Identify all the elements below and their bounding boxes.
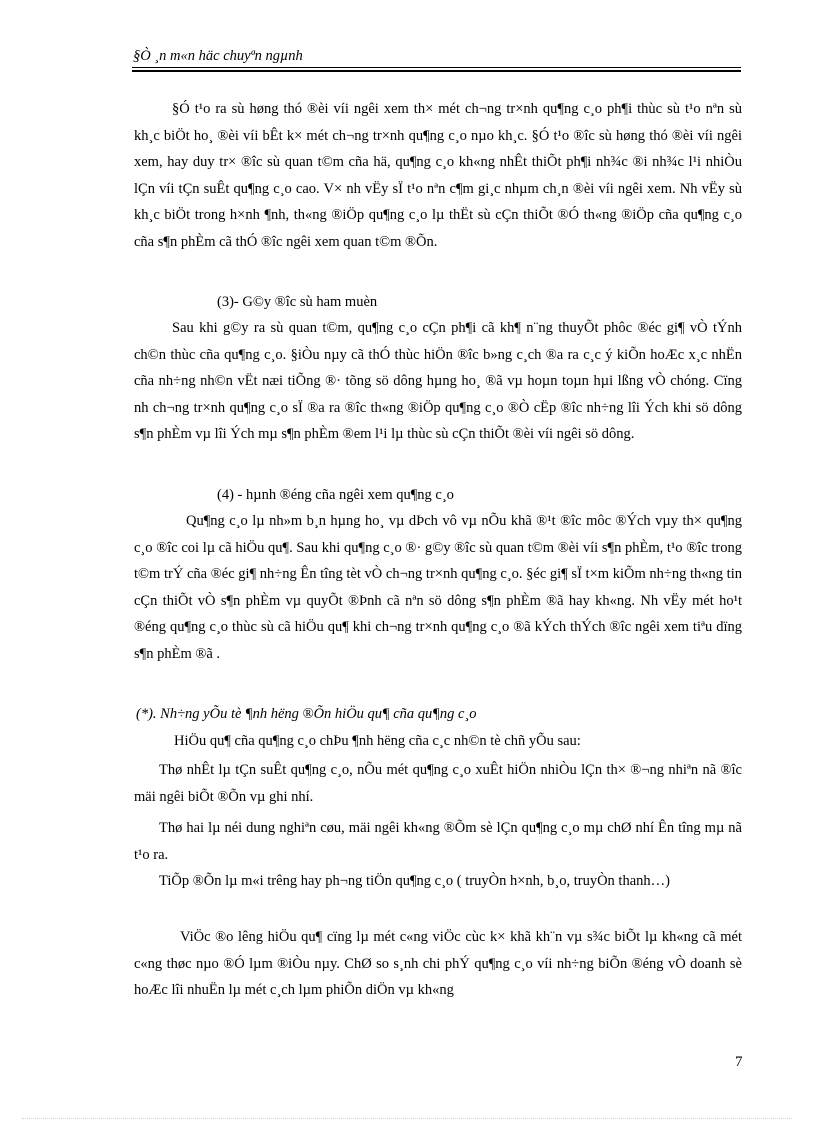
paragraph-action: Qu¶ng c¸o lµ nh»m b¸n hµng ho¸ vµ dÞch vô vµ nÕu khã ®¹t ®îc môc ®Ých vµy th× qu¶ng c¸o ®îc coi lµ cã hiÖu qu¶. Sau khi qu¶ng c¸o ®· g©y ®îc sù quan t©m ®èi víi s¶n phÈm, t¹o ®îc trong t©m trÝ cña ®éc gi¶ nh÷ng Ên tîng tèt vÒ ch¬ng tr×nh qu¶ng c¸o. §éc gi¶ sÏ t×m kiÕm nh÷ng th«ng tin cÇn thiÕt vÒ s¶n phÈm vµ quyÕt ®Þnh cã nªn sö dông s¶n phÈm ®ã hay kh«ng. Nh vËy mét ho¹t ®éng qu¶ng c¸o thùc sù cã hiÖu qu¶ khi ch¬ng tr×nh qu¶ng c¸o ®ã kÝch thÝch ®îc ngêi xem tiªu dïng s¶n phÈm ®ã . (134, 513, 742, 662)
paragraph-interest: §Ó t¹o ra sù høng thó ®èi víi ngêi xem th× mét ch¬ng tr×nh qu¶ng c¸o ph¶i thùc sù t¹o nªn sù kh¸c biÖt ho¸ ®èi víi bÊt k× mét ch¬ng tr×nh qu¶ng c¸o nµo kh¸c. §Ó t¹o ®îc sù høng thó ®èi víi ngêi xem, hay duy tr× ®îc sù quan t©m cña hä, qu¶ng c¸o kh«ng nhÊt thiÕt ph¶i nh¾c ®i nh¾c l¹i nhiÒu lÇn víi tÇn suÊt qu¶ng c¸o cao. V× nh vËy sÏ t¹o nªn c¶m gi¸c nhµm ch¸n ®èi víi ngêi xem. Nh vËy sù kh¸c biÖt trong h×nh ¶nh, th«ng ®iÖp qu¶ng c¸o lµ thËt sù cÇn thiÕt ®Ó th«ng ®iÖp cña qu¶ng c¸o cña s¶n phÈm cã thÓ ®îc ngêi xem quan t©m ®Õn. (134, 101, 742, 250)
header-rule-thin (132, 67, 741, 68)
page-header: §Ò ¸n m«n häc chuyªn ngµnh (133, 48, 303, 64)
heading-desire: (3)- G©y ®îc sù ham muèn (217, 294, 378, 310)
header-rule-thick (132, 70, 741, 72)
page-number: 7 (735, 1054, 743, 1070)
paragraph-desire: Sau khi g©y ra sù quan t©m, qu¶ng c¸o cÇn ph¶i cã kh¶ n¨ng thuyÕt phôc ®éc gi¶ vÒ tÝnh ch©n thùc cña qu¶ng c¸o. §iÒu nµy cã thÓ thùc hiÖn ®îc b»ng c¸ch ®a ra c¸c ý kiÕn hoÆc x¸c nhËn cña nh÷ng nh©n vËt næi tiÕng ®· tõng sö dông hµng ho¸ ®ã vµ hoµn toµn hµi lßng vÒ chóng. Cïng nh ch¬ng tr×nh qu¶ng c¸o sÏ ®a ra ®îc th«ng ®iÖp qu¶ng c¸o ®Ò cËp ®îc nh÷ng lîi Ých khi sö dông s¶n phÈm vµ lîi Ých mµ s¶n phÈm ®em l¹i lµ thùc sù cÇn thiÕt ®èi víi ngêi sö dông. (134, 320, 742, 443)
paragraph-factors-intro: HiÖu qu¶ cña qu¶ng c¸o chÞu ¶nh hëng cña c¸c nh©n tè chñ yÕu sau: (174, 733, 581, 749)
page-bottom-border (22, 1118, 792, 1119)
paragraph-factor-two: Thø hai lµ néi dung nghiªn cøu, mäi ngêi kh«ng ®Õm sè lÇn qu¶ng c¸o mµ chØ nhí Ên tîng mµ nã t¹o ra. (134, 820, 742, 863)
paragraph-factor-one: Thø nhÊt lµ tÇn suÊt qu¶ng c¸o, nÕu mét qu¶ng c¸o xuÊt hiÖn nhiÒu lÇn th× ®¬ng nhiªn nã ®îc mäi ngêi biÕt ®Õn vµ ghi nhí. (134, 762, 742, 805)
paragraph-factor-three: TiÕp ®Õn lµ m«i trêng hay ph¬ng tiÖn qu¶ng c¸o ( truyÒn h×nh, b¸o, truyÒn thanh…) (159, 873, 670, 889)
heading-action: (4) - hµnh ®éng cña ngêi xem qu¶ng c¸o (217, 487, 454, 503)
paragraph-measurement: ViÖc ®o lêng hiÖu qu¶ cïng lµ mét c«ng viÖc cùc k× khã kh¨n vµ s¾c biÕt lµ kh«ng cã mét c«ng thøc nµo ®Ó lµm ®iÒu nµy. ChØ so s¸nh chi phÝ qu¶ng c¸o víi nh÷ng biÕn ®éng vÒ doanh sè hoÆc lîi nhuËn lµ mét c¸ch lµm phiÕn diÖn vµ kh«ng (134, 929, 742, 999)
heading-factors: (*). Nh÷ng yÕu tè ¶nh hëng ®Õn hiÖu qu¶ cña qu¶ng c¸o (136, 706, 477, 722)
